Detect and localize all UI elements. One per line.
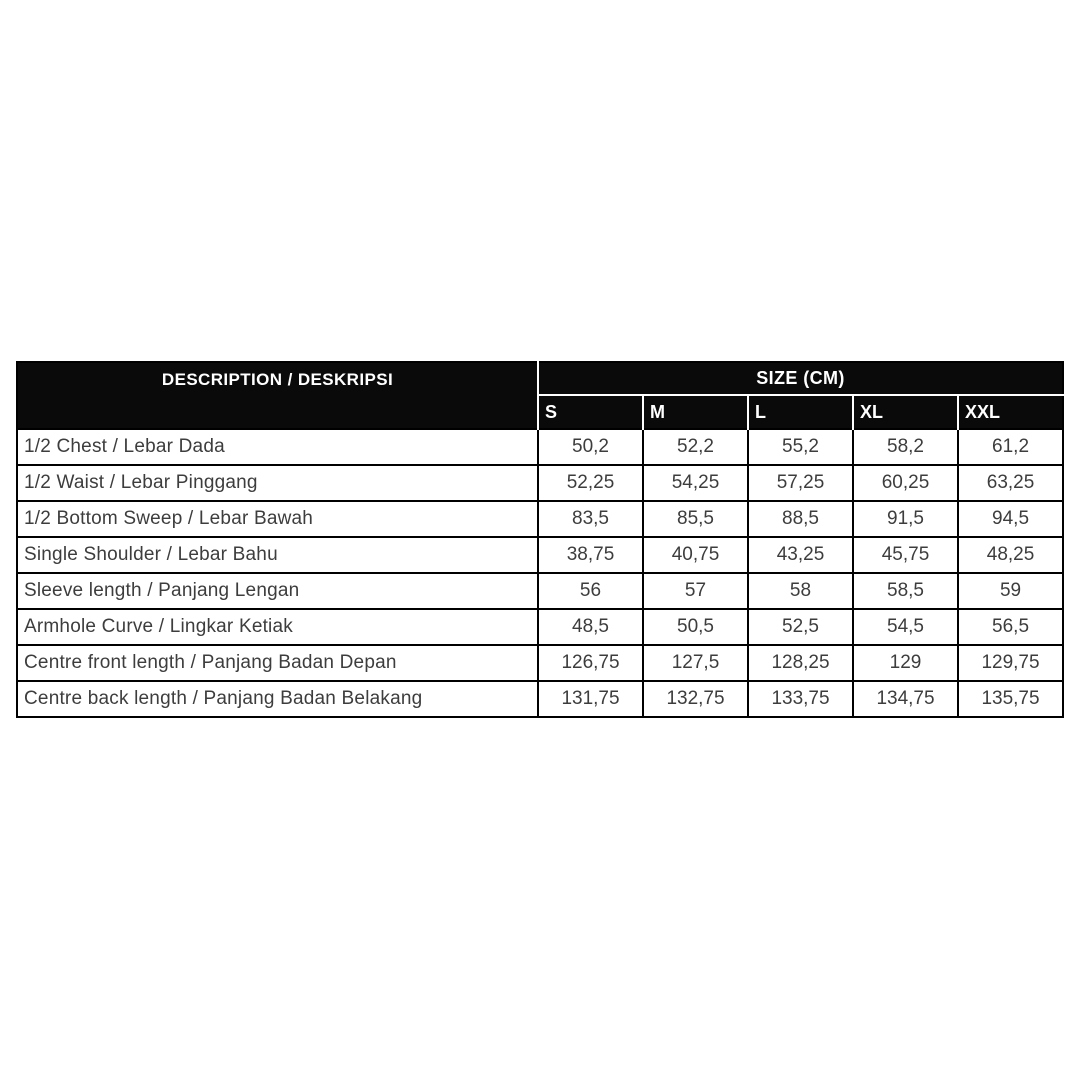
table-row-back-length (17, 681, 1063, 717)
row-description: 1/2 Chest / Lebar Dada (17, 429, 538, 465)
measurement-value: 40,75 (643, 537, 748, 573)
table-row-front-length (17, 645, 1063, 681)
row-description: Single Shoulder / Lebar Bahu (17, 537, 538, 573)
measurement-value: 59 (958, 573, 1063, 609)
row-description: Sleeve length / Panjang Lengan (17, 573, 538, 609)
measurement-value: 85,5 (643, 501, 748, 537)
measurement-value: 132,75 (643, 681, 748, 717)
row-description: 1/2 Bottom Sweep / Lebar Bawah (17, 501, 538, 537)
measurement-value: 58 (748, 573, 853, 609)
measurement-value: 129 (853, 645, 958, 681)
measurement-value: 88,5 (748, 501, 853, 537)
size-header-xl: XL (853, 395, 958, 429)
measurement-value: 58,2 (853, 429, 958, 465)
size-header-xxl: XXL (958, 395, 1063, 429)
measurement-value: 127,5 (643, 645, 748, 681)
table-row-shoulder (17, 537, 1063, 573)
measurement-value: 60,25 (853, 465, 958, 501)
measurement-value: 94,5 (958, 501, 1063, 537)
measurement-value: 91,5 (853, 501, 958, 537)
size-header-m: M (643, 395, 748, 429)
row-description: Centre back length / Panjang Badan Belakang (17, 681, 538, 717)
measurement-value: 54,25 (643, 465, 748, 501)
measurement-value: 43,25 (748, 537, 853, 573)
table-row-chest (17, 429, 1063, 465)
measurement-value: 56 (538, 573, 643, 609)
measurement-value: 83,5 (538, 501, 643, 537)
measurement-value: 56,5 (958, 609, 1063, 645)
measurement-value: 45,75 (853, 537, 958, 573)
measurement-value: 128,25 (748, 645, 853, 681)
table-row-armhole (17, 609, 1063, 645)
row-description: 1/2 Waist / Lebar Pinggang (17, 465, 538, 501)
measurement-value: 52,2 (643, 429, 748, 465)
row-description: Centre front length / Panjang Badan Depan (17, 645, 538, 681)
measurement-value: 48,25 (958, 537, 1063, 573)
measurement-value: 126,75 (538, 645, 643, 681)
table-row-bottom-sweep (17, 501, 1063, 537)
measurement-value: 57,25 (748, 465, 853, 501)
measurement-value: 63,25 (958, 465, 1063, 501)
measurement-value: 50,5 (643, 609, 748, 645)
measurement-value: 131,75 (538, 681, 643, 717)
measurement-value: 58,5 (853, 573, 958, 609)
table-row-waist (17, 465, 1063, 501)
measurement-value: 134,75 (853, 681, 958, 717)
measurement-value: 52,5 (748, 609, 853, 645)
measurement-value: 55,2 (748, 429, 853, 465)
size-header-l: L (748, 395, 853, 429)
measurement-value: 57 (643, 573, 748, 609)
measurement-value: 129,75 (958, 645, 1063, 681)
header-row-top (17, 362, 1063, 395)
measurement-value: 52,25 (538, 465, 643, 501)
measurement-value: 135,75 (958, 681, 1063, 717)
measurement-value: 61,2 (958, 429, 1063, 465)
measurement-value: 54,5 (853, 609, 958, 645)
size-header-s: S (538, 395, 643, 429)
row-description: Armhole Curve / Lingkar Ketiak (17, 609, 538, 645)
measurement-value: 50,2 (538, 429, 643, 465)
measurement-value: 38,75 (538, 537, 643, 573)
measurement-value: 48,5 (538, 609, 643, 645)
description-column-header: DESCRIPTION / DESKRIPSI (17, 362, 538, 429)
size-chart-table (16, 361, 1064, 718)
table-row-sleeve (17, 573, 1063, 609)
measurement-value: 133,75 (748, 681, 853, 717)
size-group-header: SIZE (CM) (538, 362, 1063, 395)
